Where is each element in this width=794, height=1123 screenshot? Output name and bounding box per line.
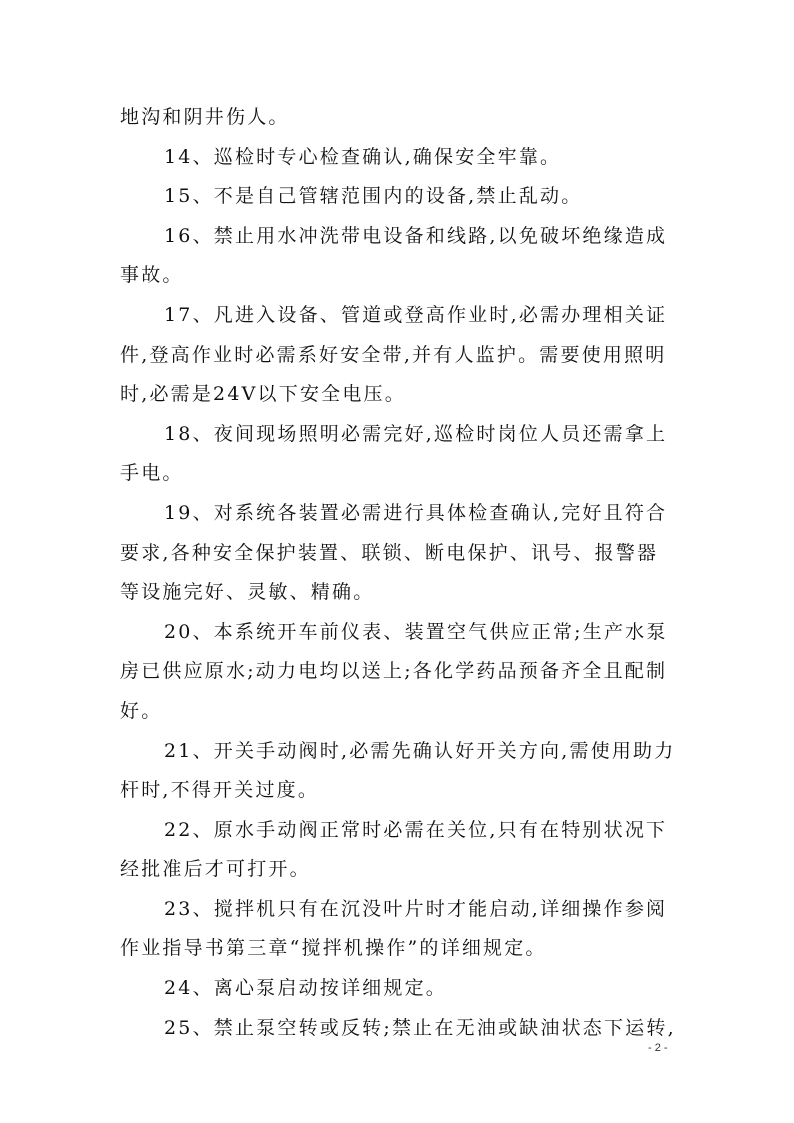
text-line: 事故。 (120, 264, 184, 287)
text-line: 25、禁止泵空转或反转;禁止在无油或缺油状态下运转, (164, 1016, 676, 1039)
text-line: 21、开关手动阀时,必需先确认好开关方向,需使用助力 (164, 739, 676, 762)
page-number: - 2 - (648, 1042, 668, 1054)
text-line: 经批准后才可打开。 (120, 858, 311, 881)
text-line: 要求,各种安全保护装置、联锁、断电保护、讯号、报警器 (120, 541, 659, 564)
text-line: 杆时,不得开关过度。 (120, 779, 320, 802)
text-line: 17、凡进入设备、管道或登高作业时,必需办理相关证 (164, 303, 668, 326)
body-text (120, 98, 676, 1048)
text-line: 14、巡检时专心检查确认,确保安全牢靠。 (164, 145, 562, 168)
text-line: 时,必需是24V以下安全电压。 (120, 383, 406, 406)
text-line: 房已供应原水;动力电均以送上;各化学药品预备齐全且配制 (120, 660, 668, 683)
text-line: 件,登高作业时必需系好安全带,并有人监护。需要使用照明 (120, 343, 667, 366)
text-line: 好。 (120, 699, 163, 722)
text-line: 作业指导书第三章“搅拌机操作”的详细规定。 (120, 937, 547, 960)
text-line: 16、禁止用水冲洗带电设备和线路,以免破坏绝缘造成 (164, 224, 668, 247)
text-line: 手电。 (120, 462, 184, 485)
text-line: 24、离心泵启动按详细规定。 (164, 977, 447, 1000)
text-line: 等设施完好、灵敏、精确。 (120, 581, 375, 604)
text-line: 23、搅拌机只有在沉没叶片时才能启动,详细操作参阅 (164, 897, 668, 920)
text-line: 18、夜间现场照明必需完好,巡检时岗位人员还需拿上 (164, 422, 668, 445)
text-line: 22、原水手动阀正常时必需在关位,只有在特别状况下 (164, 818, 668, 841)
text-line: 15、不是自己管辖范围内的设备,禁止乱动。 (164, 185, 583, 208)
text-line: 20、本系统开车前仪表、装置空气供应正常;生产水泵 (164, 620, 668, 643)
text-line: 19、对系统各装置必需进行具体检查确认,完好且符合 (164, 501, 668, 524)
text-line: 地沟和阴井伤人。 (120, 106, 290, 128)
